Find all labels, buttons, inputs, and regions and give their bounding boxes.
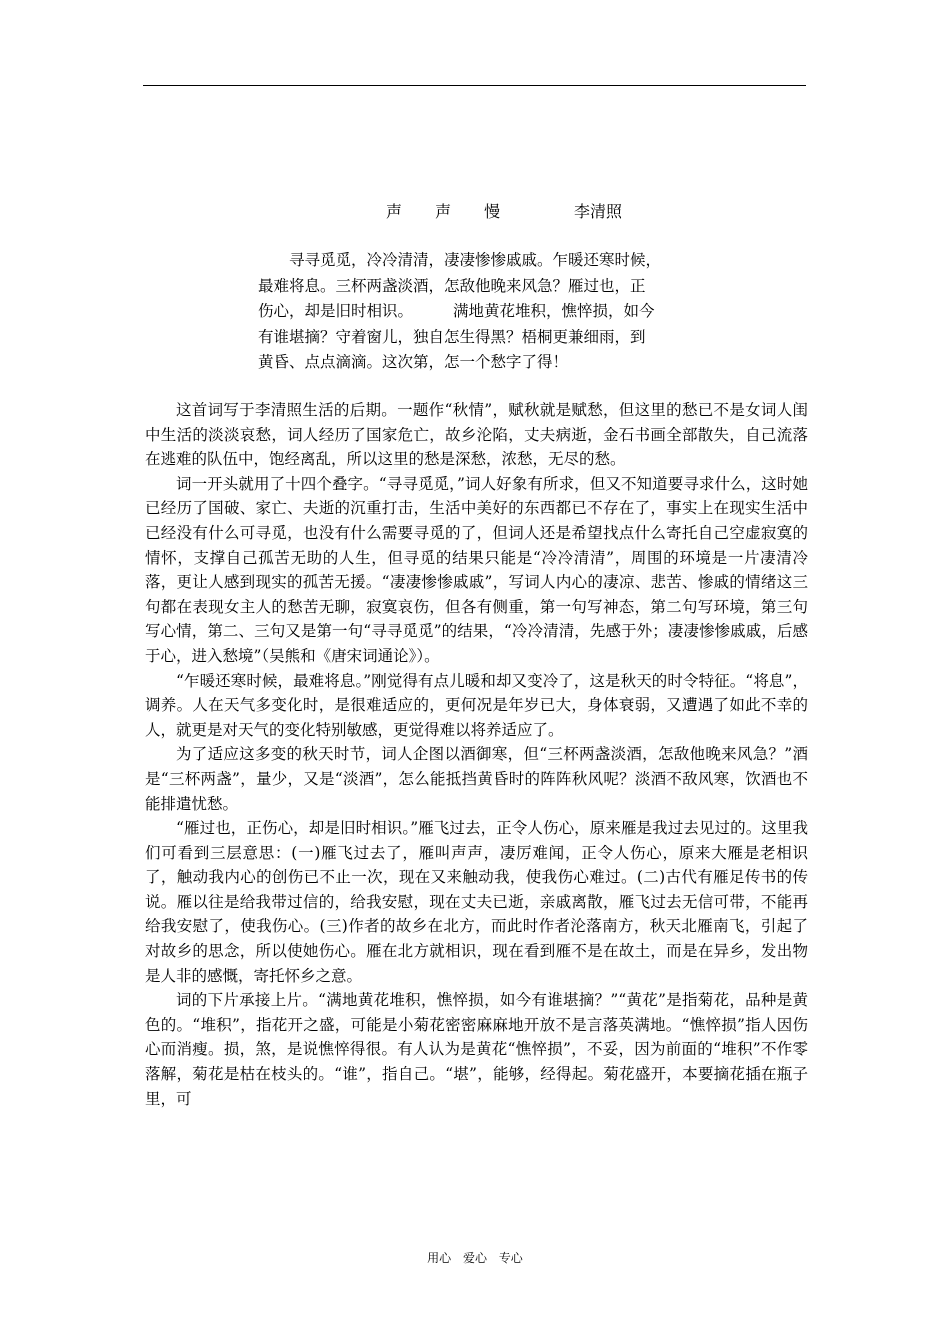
poem-line: 黄昏、点点滴滴。这次第，怎一个愁字了得！: [258, 353, 569, 371]
poem-line: 寻寻觅觅，冷冷清清，凄凄惨惨戚戚。乍暖还寒时候，: [289, 251, 662, 269]
paragraph: 词一开头就用了十四个叠字。“寻寻觅觅，”词人好象有所求，但又不知道要寻求什么，这时她已经历了国破、家亡、夫逝的沉重打击，生活中美好的东西都已不存在了，事实上在现实生活中已经没有什么可寻觅，也没有什么需要寻觅的了，但词人还是希望找点什么寄托自己空虚寂寞的情怀，支撑自己孤苦无助的人生，但寻觅的结果只能是“冷冷清清”，周围的环境是一片凄清冷落，更让人感到现实的孤苦无援。“凄凄惨惨戚戚”，写词人内心的凄凉、悲苦、惨戚的情绪这三句都在表现女主人的愁苦无聊，寂寞哀伤，但各有侧重，第一句写神态，第二句写环境，第三句写心情，第二、三句又是第一句“寻寻觅觅”的结果，“冷冷清清，先感于外；凄凄惨惨戚戚，后感于心，进入愁境”（吴熊和《唐宋词通论》）。: [145, 474, 808, 665]
page-footer: 用心 爱心 专心: [427, 1251, 523, 1265]
poem-line: 最难将息。三杯两盏淡酒，怎敌他晚来风急？雁过也，正: [258, 276, 646, 295]
poem-line: [258, 299, 753, 325]
paragraph: 词的下片承接上片。“满地黄花堆积，憔悴损，如今有谁堪摘？”“黄花”是指菊花，品种是黄色的。“堆积”，指花开之盛，可能是小菊花密密麻麻地开放不是言落英满地。“憔悴损”指人因伤心而消瘦。损，煞，是说憔悴得很。有人认为是黄花“憔悴损”，不妥，因为前面的“堆积”不作零落解，菊花是枯在枝头的。“谁”，指自己。“堪”，能够，经得起。菊花盛开，本要摘花插在瓶子里，可: [145, 991, 808, 1108]
paragraph: 为了适应这多变的秋天时节，词人企图以酒御寒，但“三杯两盏淡酒，怎敌他晚来风急？”酒是“三杯两盏”，量少，又是“淡酒”，怎么能抵挡黄昏时的阵阵秋风呢？淡酒不敌风寒，饮酒也不能排遣忧愁。: [145, 745, 808, 813]
poem-title: 声 声 慢: [386, 202, 515, 221]
poem-line: 有谁堪摘？守着窗儿，独自怎生得黑？梧桐更兼细雨，到: [258, 327, 646, 346]
poem-line-part: 满地黄花堆积，憔悴损，如今: [453, 302, 655, 320]
paragraph: “乍暖还寒时候，最难将息。”刚觉得有点儿暖和却又变冷了，这是秋天的时令特征。“将息”，调养。人在天气多变化时，是很难适应的，更何况是年岁已大，身体衰弱，又遭遇了如此不幸的人，就更是对天气的变化特别敏感，更觉得难以将养适应了。: [145, 671, 808, 739]
header-rule: [143, 85, 806, 86]
paragraph: 这首词写于李清照生活的后期。一题作“秋情”，赋秋就是赋愁，但这里的愁已不是女词人闺中生活的淡淡哀愁，词人经历了国家危亡，故乡沦陷，丈夫病逝，金石书画全部散失，自己流落在逃难的队伍中，饱经离乱，所以这里的愁是深愁，浓愁，无尽的愁。: [145, 401, 808, 469]
poem-author: 李清照: [574, 202, 623, 221]
paragraph: “雁过也，正伤心，却是旧时相识。”雁飞过去，正令人伤心，原来雁是我过去见过的。这里我们可看到三层意思：(一)雁飞过去了，雁叫声声，凄厉难闻，正令人伤心，原来大雁是老相识了，触动我内心的创伤已不止一次，现在又来触动我，使我伤心难过。(二)古代有雁足传书的传说。雁以往是给我带过信的，给我安慰，现在丈夫已逝，亲戚离散，雁飞过去无信可带，不能再给我安慰了，使我伤心。(三)作者的故乡在北方，而此时作者沦落南方，秋天北雁南飞，引起了对故乡的思念，所以使她伤心。雁在北方就相识，现在看到雁不是在故土，而是在异乡，发出物是人非的感慨，寄托怀乡之意。: [145, 819, 808, 985]
commentary: [145, 398, 808, 1111]
poem-line-part: 伤心，却是旧时相识。: [258, 302, 414, 320]
poem-text: [258, 248, 753, 376]
